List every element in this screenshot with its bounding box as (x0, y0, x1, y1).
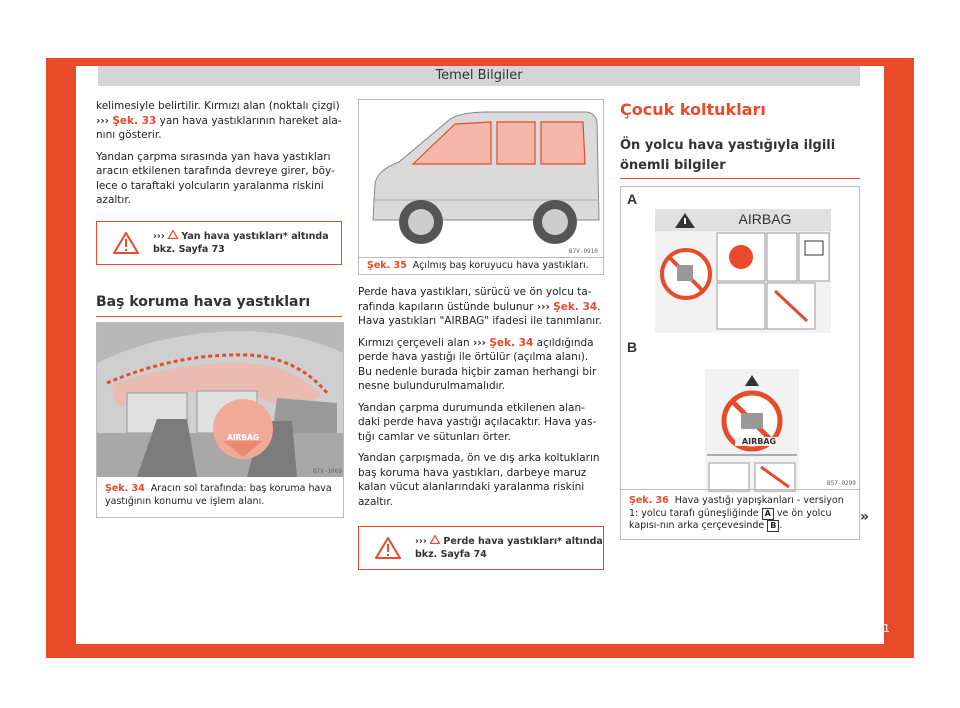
badge-a: A (762, 508, 774, 520)
subheading-rule (620, 178, 860, 179)
figure-35-caption: Şek. 35 Açılmış baş koruyucu hava yastıkları. (367, 260, 589, 271)
left-column (96, 99, 344, 215)
warning-triangle-icon (113, 232, 139, 254)
caption-divider (359, 257, 603, 258)
warning-box-side-airbag[interactable] (96, 221, 342, 265)
warning-text: ››› Yan hava yastıkları* altında bkz. Sayfa 73 (153, 231, 329, 255)
warning-triangle-icon (375, 537, 401, 559)
small-warning-icon (168, 230, 178, 239)
sticker-a-title: AIRBAG (738, 211, 792, 227)
figure-34-caption: Şek. 34 Aracın sol tarafında: baş koruma hava yastığının konumu ve işlem alanı. (105, 483, 332, 507)
figure-label-b: B (627, 339, 638, 355)
curtain-airbag-car-illustration (359, 100, 603, 256)
figure-code: B7V-0910 (569, 248, 598, 255)
sticker-b-title: AIRBAG (735, 437, 783, 446)
middle-paragraph-1: Perde hava yastıkları, sürücü ve ön yolcu ta-rafında kapıların üstünde bulunur ››› Şek. 34. Hava yastıkları "AIRBAG" ifadesi ile tanımlanır. (358, 286, 602, 327)
section-heading-head-airbags: Baş koruma hava yastıkları (96, 294, 311, 310)
page-number: 21 (876, 622, 890, 635)
middle-paragraph-4: Yandan çarpışmada, ön ve dış arka koltukların baş koruma hava yastıkları, darbeye maruz kalan vücut alanlarındaki yaralanma riskini azaltır. (358, 452, 600, 508)
figure-35 (358, 99, 604, 275)
left-paragraph-2: Yandan çarpma sırasında yan hava yastıkları aracın etkilenen tarafında devreye girer, böy-lece o taraftaki yolcuların yaralanma riskini azaltır. (96, 150, 335, 206)
badge-b: B (767, 520, 779, 532)
warning-text: ››› Perde hava yastıkları* altında bkz. Sayfa 74 (415, 536, 603, 560)
subheading-airbag-info: Ön yolcu hava yastığıyla ilgili önemli bilgiler (620, 138, 836, 173)
figure-label-a: A (627, 191, 638, 207)
fig-ref-33[interactable]: Şek. 33 (112, 114, 157, 127)
fig-ref-34[interactable]: Şek. 34 (489, 336, 534, 349)
figure-36 (620, 186, 860, 540)
continue-marker: » (860, 509, 870, 525)
warning-box-curtain-airbag[interactable] (358, 526, 604, 570)
heading-rule (96, 316, 342, 317)
page-header: Temel Bilgiler (98, 66, 860, 86)
section-heading-child-seats: Çocuk koltukları (620, 100, 766, 119)
fig-ref-34[interactable]: Şek. 34 (553, 300, 598, 313)
small-warning-icon (430, 535, 440, 544)
figure-36-caption: Şek. 36 Hava yastığı yapışkanları - versiyon 1: yolcu tarafı güneşliğinde A ve ön yolcu kapısı-nın arka çerçevesinde B . (629, 495, 844, 531)
middle-paragraph-2: Kırmızı çerçeveli alan ››› Şek. 34 açıldığında perde hava yastığı ile örtülür (açılma alanı). Bu nedenle burada hiçbir zaman herhangi bir nesne bulundurulmamalıdır. (358, 336, 597, 392)
head-airbag-illustration (97, 323, 343, 477)
middle-column (358, 285, 604, 516)
airbag-label: AIRBAG (226, 433, 260, 442)
figure-34 (96, 322, 344, 518)
caption-divider (621, 489, 859, 490)
airbag-sticker-a (655, 209, 831, 333)
airbag-sticker-b (705, 369, 799, 493)
figure-code: B7V-1069 (313, 468, 342, 475)
middle-paragraph-3: Yandan çarpma durumunda etkilenen alan-daki perde hava yastığı açılacaktır. Hava yas-tığı camlar ve sütunları örter. (358, 401, 597, 443)
left-paragraph-1: kelimesiyle belirtilir. Kırmızı alan (noktalı çizgi) ››› Şek. 33 yan hava yastıklarının hareket ala- nını gösterir. (96, 100, 342, 141)
figure-code: B57-0299 (827, 480, 856, 487)
